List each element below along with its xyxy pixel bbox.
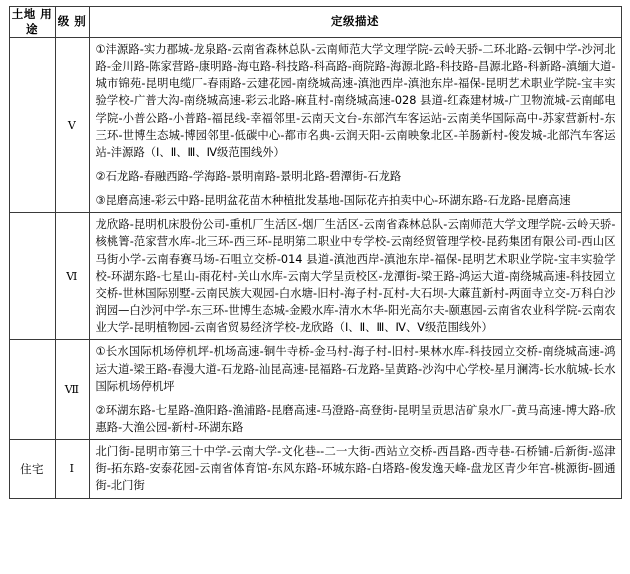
grade-label: Ⅵ: [66, 269, 78, 283]
header-land-use: [9, 7, 55, 38]
cell-land-use: [9, 37, 55, 212]
list-item: ①沣源路-实力郡城-龙泉路-云南省森林总队-云南师范大学文理学院-云岭天骄-二环北路-云铜中学-沙河北路-金川路-陈家营路-康明路-海屯路-科技路-科高路-商院路-海源北路-科技路-昌源北路-科新路-滇缅大道-城市锦苑-昆明电缆厂-春雨路-云建花园-南绕城高速-滇池西岸-滇池东岸-福保-昆明艺术职业学院-宝丰实验学校-广普大沟-南绕城高速-彩云北路-麻苴村-南绕城高速-028 县道-红森建材城-广卫物流城-云南邮电学院-小普公路-小普路-福昆线-幸福邻里-云南天文台-东部汽车客运站-云南美华国际高中-苏家营新村-东三环-世博生态城-博园邻里-低碳中心-都市名典-云润天阳-云南映象北区-羊肠新村-俊发城-北部汽车客运站-沣源路（Ⅰ、Ⅱ、Ⅲ、Ⅳ级范围线外）: [95, 42, 616, 159]
cell-grade: [55, 37, 89, 212]
cell-description: [89, 37, 621, 212]
list-item: 龙欣路-昆明机床股份公司-重机厂生活区-烟厂生活区-云南省森林总队-云南师范大学文理学院-云岭天骄-核桃箐-范家营水库-北三环-西三环-昆明第二职业中专学校-云南经贸管理学校-昆药集团有限公司-西山区马街小学-云南春赛马场-石咀立交桥-014 县道-滇池西岸-滇池东岸-福保-昆明艺术职业学院-宝丰实验学校-环湖东路-七星山-雨花村-关山水库-云南大学呈贡校区-龙潭街-梁王路-鸿运大道-南绕城高速-科技园立交桥-世林国际别墅-云南民族大观园-白水塘-旧村-海子村-瓦村-大石坝-大蔴苴新村-两面寺立交-万科白沙润园—白沙河中学-东三环-世博生态城-金殿水库-清水木华-阳光高尔夫-颐惠园-云南省农业科学院-云南农业大学-昆明植物园-云南省贸易经济学校-龙欣路（Ⅰ、Ⅱ、Ⅲ、Ⅳ、Ⅴ级范围线外）: [95, 218, 616, 335]
cell-description: [89, 440, 621, 498]
description-list: [90, 38, 621, 212]
table-row: [9, 37, 621, 212]
header-grade-line2: 别: [74, 14, 87, 29]
grade-label: Ⅰ: [69, 462, 75, 476]
list-item: 北门街-昆明市第三十中学-云南大学-文化巷--二一大街-西站立交桥-西昌路-西寺巷-石桥铺-后新街-巡津街-拓东路-安泰花园-云南省体育馆-东风东路-环城东路-白塔路-俊发逸天峰-盘龙区青少年宫-桃源街-圆通街-北门街: [95, 445, 616, 493]
cell-grade: [55, 340, 89, 440]
cell-land-use: 住宅: [9, 440, 55, 498]
cell-land-use: [9, 340, 55, 440]
cell-grade: [55, 440, 89, 498]
description-list: [90, 340, 621, 439]
table-header: [9, 7, 621, 38]
header-grade: [55, 7, 89, 38]
header-land-use-line1: 土地: [11, 7, 36, 21]
table-row: [9, 213, 621, 340]
header-grade-line1: 级: [57, 14, 70, 29]
cell-description: [89, 213, 621, 340]
header-description: 定级描述: [89, 7, 621, 38]
list-item: ②环湖东路-七星路-渔阳路-渔浦路-昆磨高速-马澄路-高登街-昆明呈贡思洁矿泉水厂-黄马高速-博大路-欣惠路-大渔公园-新村-环湖东路: [95, 403, 616, 434]
list-item: ①长水国际机场停机坪-机场高速-铜牛寺桥-金马村-海子村-旧村-果林水库-科技园立交桥-南绕城高速-鸿运大道-梁王路-春漫大道-石龙路-汕昆高速-昆福路-石龙路-呈黄路-沙沟中心学校-星月澜湾-长水航城-长水国际机场停机坪: [95, 345, 616, 393]
table-row: [9, 340, 621, 440]
header-row: [9, 7, 621, 38]
list-item: ③昆磨高速-彩云中路-昆明盆花苗木种植批发基地-国际花卉拍卖中心-环湖东路-石龙路-昆磨高速: [95, 194, 571, 208]
list-item: ②石龙路-春融西路-学海路-景明南路-景明北路-碧潭街-石龙路: [95, 169, 402, 183]
land-grading-table: [9, 6, 622, 499]
cell-grade: [55, 213, 89, 340]
description-list: [90, 213, 621, 339]
header-land-use-line2: 用途: [26, 7, 53, 36]
grade-label: V: [67, 118, 77, 132]
description-list: [90, 440, 621, 497]
cell-description: [89, 340, 621, 440]
table-row: [9, 440, 621, 498]
cell-land-use: [9, 213, 55, 340]
table-body: [9, 37, 621, 498]
grade-label: Ⅶ: [64, 383, 80, 397]
